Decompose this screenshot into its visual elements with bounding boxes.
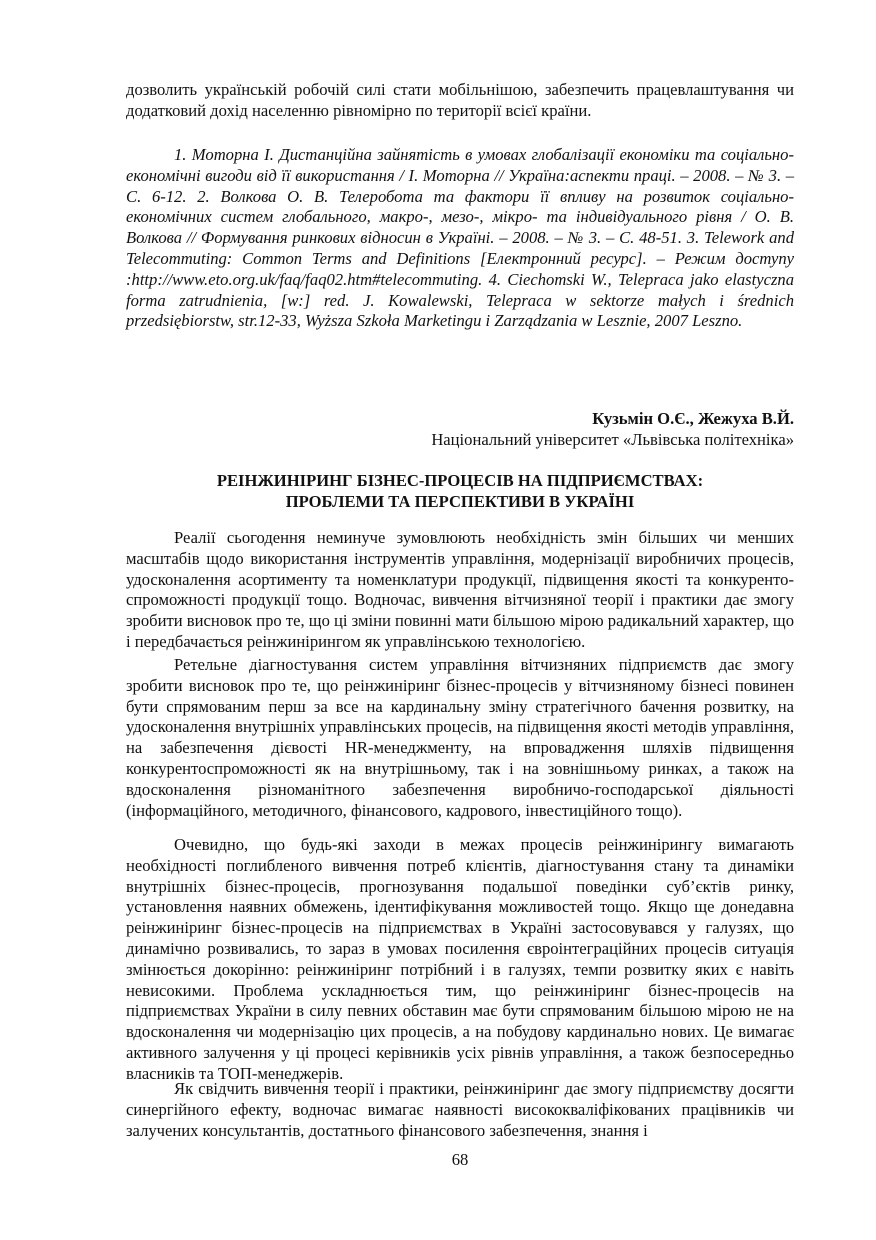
article-authors: Кузьмін О.Є., Жежуха В.Й. bbox=[592, 409, 794, 428]
intro-paragraph-tail: дозволить українській робочій силі стати мобільнішою, забезпечить працевлаштування чи додатковий дохід населенню рівномірно по території всієї країни. bbox=[126, 80, 794, 120]
article-title bbox=[126, 470, 794, 512]
body-paragraph-1: Реалії сьогодення неминуче зумовлюють необхідність змін більших чи менших масштабів щодо використання інструментів управління, модернізації виробничих процесів, удосконалення асортименту та номенклатури продукції, підвищення якості та конкуренто-спроможності продукції тощо. Водночас, вивчення вітчизняної теорії і практики дає змогу зробити висновок про те, що ці зміни повинні мати більшою мірою радикальний характер, що і передбачається реінжинірингом як управлінською технологією. bbox=[126, 528, 794, 651]
author-affiliation: Національний університет «Львівська політехніка» bbox=[431, 430, 794, 449]
references-list: 1. Моторна І. Дистанційна зайнятість в умовах глобалізації економіки та соціально-економічні вигоди від її використання / І. Моторна // Україна:аспекти праці. – 2008. – № 3. – С. 6-12. 2. Волкова О. В. Телеробота та фактори її впливу на розвиток соціально-економічних систем глобального, макро-, мезо-, мікро- та індивідуального рівня / О. В. Волкова // Формування ринкових відносин в Україні. – 2008. – № 3. – С. 48-51. 3. Telework and Telecommuting: Common Terms and Definitions [Електронний ресурс]. – Режим доступу :http://www.eto.org.uk/faq/faq02.htm#telecommuting. 4. Ciechomski W., Telepraca jako elastyczna forma zatrudnienia, [w:] red. J. Kowalewski, Telepraca w sektorze małych i średnich przedsiębiorstw, str.12-33, Wyższa Szkoła Marketingu i Zarządzania w Lesznie, 2007 Leszno. bbox=[126, 145, 794, 331]
article-title-line-2: ПРОБЛЕМИ ТА ПЕРСПЕКТИВИ В УКРАЇНІ bbox=[285, 492, 635, 511]
body-paragraph-4: Як свідчить вивчення теорії і практики, реінжиніринг дає змогу підприємству досягти синергійного ефекту, водночас вимагає наявності висококваліфікованих працівників чи залучених консультантів, достатнього фінансового забезпечення, знання і bbox=[126, 1079, 794, 1140]
article-title-line-1: РЕІНЖИНІРИНГ БІЗНЕС-ПРОЦЕСІВ НА ПІДПРИЄМСТВАХ: bbox=[216, 471, 704, 490]
page-number: 68 bbox=[451, 1150, 469, 1169]
body-paragraph-2: Ретельне діагностування систем управління вітчизняних підприємств дає змогу зробити висновок про те, що реінжиніринг бізнес-процесів у вітчизняному бізнесі повинен бути спрямованим перш за все на кардинальну зміну стратегічного бачення розвитку, на удосконалення внутрішніх управлінських процесів, на підвищення якості методів управління, на забезпечення дієвості HR-менеджменту, на впровадження шляхів підвищення конкурентоспроможності як на внутрішньому, так і на зовнішньому ринках, а також на вдосконалення різноманітного забезпечення виробничо-господарської діяльності (інформаційного, методичного, фінансового, кадрового, інвестиційного тощо). bbox=[126, 655, 794, 820]
body-paragraph-3: Очевидно, що будь-які заходи в межах процесів реінжинірингу вимагають необхідності поглибленого вивчення потреб клієнтів, діагностування стану та динаміки внутрішніх бізнес-процесів, прогнозування подальшої поведінки суб’єктів ринку, установлення наявних обмежень, ідентифікування можливостей тощо. Якщо ще донедавна реінжиніринг бізнес-процесів на підприємствах в Україні застосовувався у галузях, що динамічно розвивались, то зараз в умовах посилення євроінтеграційних процесів ситуація змінюється докорінно: реінжиніринг потрібний і в галузях, темпи розвитку яких є навіть невисокими. Проблема ускладнюється тим, що реінжиніринг бізнес-процесів на підприємствах України в силу певних обставин має бути спрямованим більшою мірою не на вдосконалення чи модернізацію цих процесів, а на побудову кардинально нових. Це вимагає активного залучення у ці процесі керівників усіх рівнів управління, а також безпосередньо власників та ТОП-менеджерів. bbox=[126, 835, 794, 1083]
